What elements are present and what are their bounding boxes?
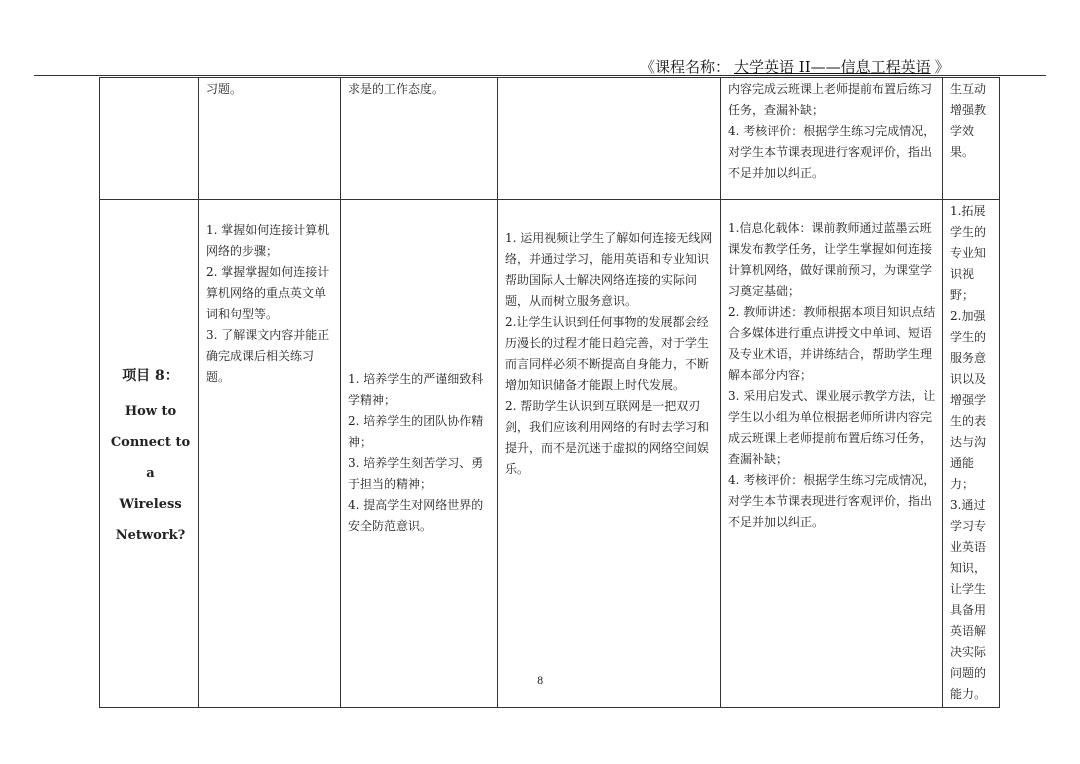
methods-cell: 内容完成云班课上老师提前布置后练习任务，查漏补缺； 4. 考核评价：根据学生练习完成情况，对学生本节课表现进行客观评价，指出不足并加以纠正。 (721, 78, 943, 200)
header-rule (34, 75, 1046, 76)
lesson-plan-table (99, 77, 1000, 708)
project-title-line: Connect to a (110, 434, 191, 481)
project-title-cell (100, 200, 199, 708)
ideological-cell: 1. 运用视频让学生了解如何连接无线网络，并通过学习，能用英语和专业知识帮助国际人士解决网络连接的实际问题，从而树立服务意识。 2.让学生认识到任何事物的发展都会经历漫长的过程才能日趋完善，对于学生而言同样必须不断提高自身能力，不断增加知识储备才能跟上时代发展。 2. 帮助学生认识到互联网是一把双刃剑，我们应该利用网络的有时去学习和提升，而不是沉迷于虚拟的网络空间娱乐。 (498, 200, 721, 708)
effects-cell: 生互动增强教学效果。 (943, 78, 1000, 200)
ideological-cell-empty (498, 78, 721, 200)
project-title-line: Network? (115, 527, 186, 543)
page-number: 8 (537, 676, 544, 687)
project-title-line: How to (124, 403, 177, 419)
header-suffix: 》 (934, 58, 950, 76)
quality-goals-cell: 求是的工作态度。 (341, 78, 498, 200)
knowledge-goals-cell: 习题。 (199, 78, 341, 200)
project-title-line: Wireless (119, 496, 182, 512)
header-prefix: 《课程名称： (640, 58, 731, 76)
quality-goals-cell: 1. 培养学生的严谨细致科学精神； 2. 培养学生的团队协作精神； 3. 培养学生刻苦学习、勇于担当的精神； 4. 提高学生对网络世界的安全防范意识。 (341, 200, 498, 708)
course-header (640, 56, 950, 77)
knowledge-goals-cell: 1. 掌握如何连接计算机网络的步骤； 2. 掌握掌握如何连接计算机网络的重点英文单词和句型等。 3. 了解课文内容并能正确完成课后相关练习题。 (199, 200, 341, 708)
table-row (100, 200, 1000, 708)
project-label: 项目 8： (122, 367, 179, 384)
project-cell-empty (100, 78, 199, 200)
methods-cell: 1.信息化载体：课前教师通过蓝墨云班课发布教学任务，让学生掌握如何连接计算机网络，做好课前预习，为课堂学习奠定基础； 2. 教师讲述：教师根据本项目知识点结合多媒体进行重点讲授文中单词、短语及专业术语，并讲练结合，帮助学生理解本部分内容； 3. 采用启发式、课业展示教学方法，让学生以小组为单位根据老师所讲内容完成云班课上老师提前布置后练习任务，查漏补缺； 4. 考核评价：根据学生练习完成情况，对学生本节课表现进行客观评价，指出不足并加以纠正。 (721, 200, 943, 708)
course-name: 大学英语 II——信息工程英语 (734, 58, 931, 76)
effects-cell: 1.拓展学生的专业知识视野； 2.加强学生的服务意识以及增强学生的表达与沟通能力； 3.通过学习专业英语知识，让学生具备用英语解决实际问题的能力。 (943, 200, 1000, 708)
table-row (100, 78, 1000, 200)
